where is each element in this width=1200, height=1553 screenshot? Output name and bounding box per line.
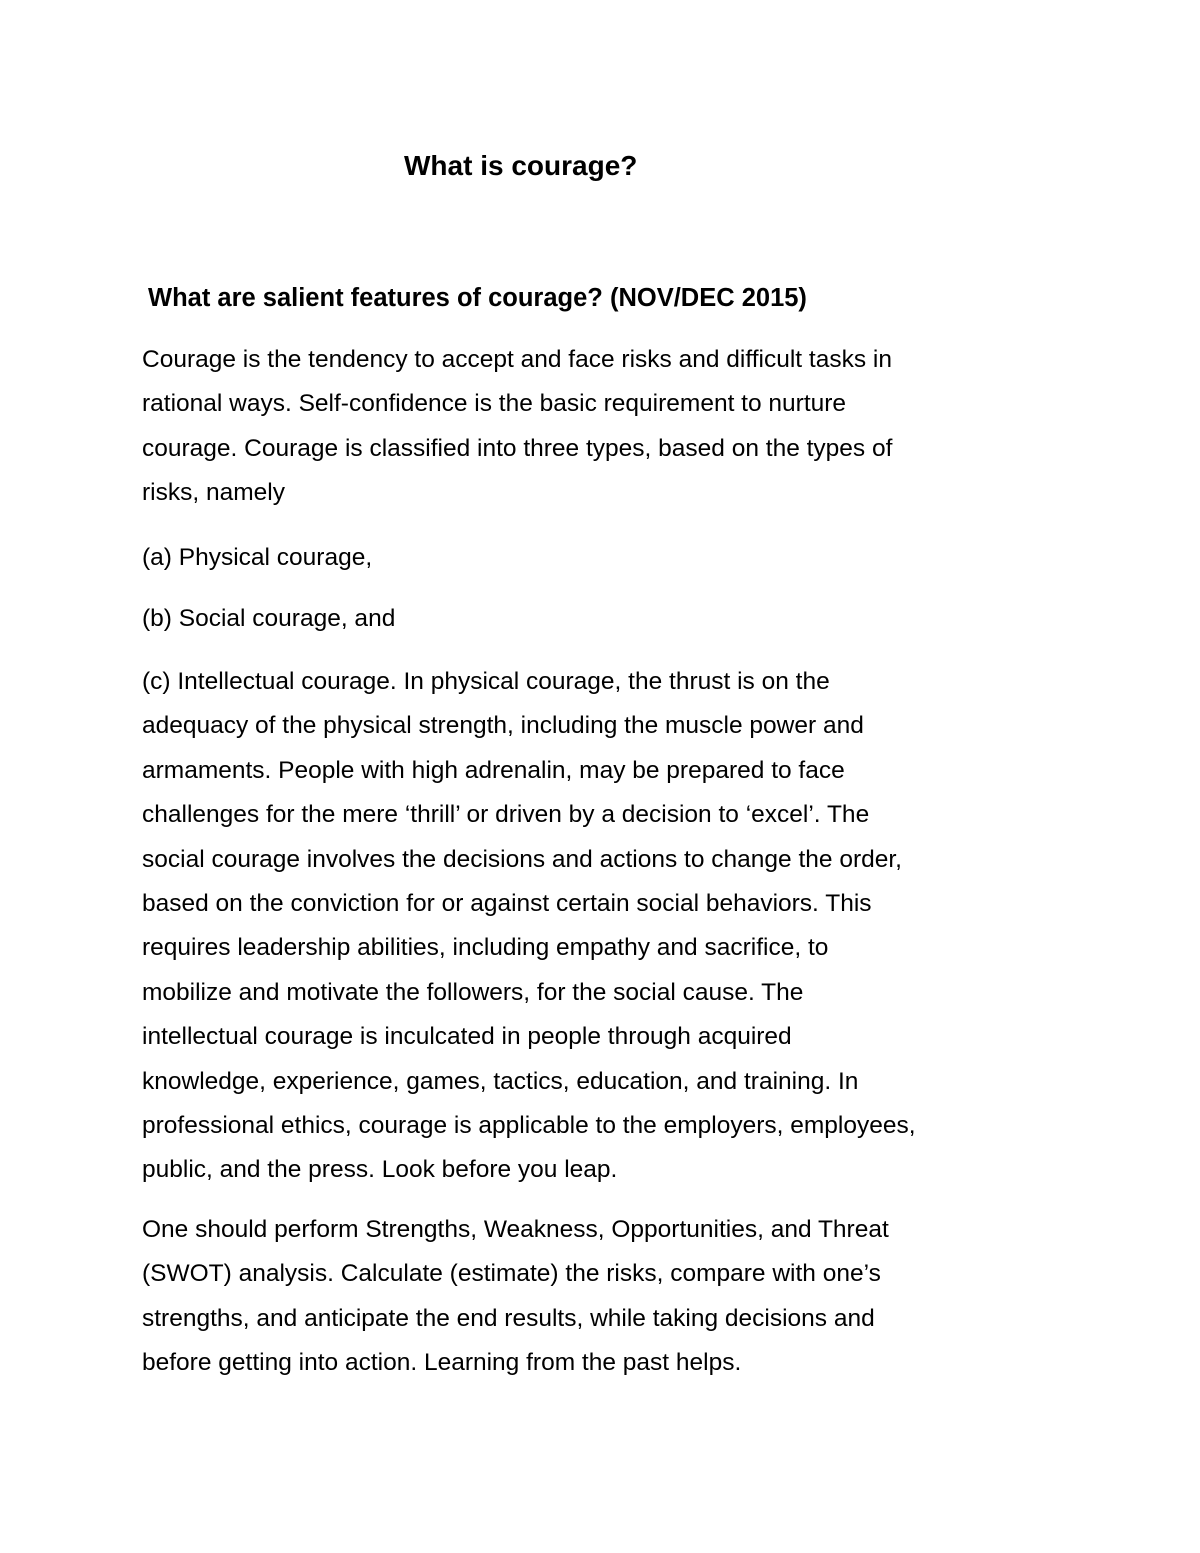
paragraph-line: (b) Social courage, and: [142, 605, 396, 632]
paragraph-line: knowledge, experience, games, tactics, education, and training. In: [142, 1067, 859, 1095]
paragraph-line: mobilize and motivate the followers, for the social cause. The: [142, 978, 804, 1006]
paragraph-line: (a) Physical courage,: [142, 544, 373, 571]
paragraph-line: risks, namely: [142, 479, 285, 507]
paragraph-line: before getting into action. Learning from the past helps.: [142, 1349, 742, 1377]
intro-paragraph: [142, 338, 1072, 516]
paragraph-line: armaments. People with high adrenalin, may be prepared to face: [142, 756, 845, 784]
paragraph-line: adequacy of the physical strength, including the muscle power and: [142, 712, 864, 740]
list-item-physical-courage: [142, 536, 1072, 580]
paragraph-line: social courage involves the decisions and actions to change the order,: [142, 845, 902, 873]
document-title: What is courage?: [404, 150, 638, 181]
paragraph-line: strengths, and anticipate the end results, while taking decisions and: [142, 1304, 875, 1332]
paragraph-line: professional ethics, courage is applicable to the employers, employees,: [142, 1112, 916, 1140]
question-heading: What are salient features of courage? (NOV/DEC 2015): [148, 284, 807, 312]
paragraph-line: public, and the press. Look before you leap.: [142, 1156, 618, 1184]
paragraph-line: requires leadership abilities, including empathy and sacrifice, to: [142, 934, 829, 962]
swot-paragraph: [142, 1208, 1072, 1386]
paragraph-line: based on the conviction for or against certain social behaviors. This: [142, 890, 872, 918]
paragraph-line: courage. Courage is classified into three types, based on the types of: [142, 434, 893, 462]
paragraph-line: (SWOT) analysis. Calculate (estimate) the risks, compare with one’s: [142, 1260, 881, 1288]
paragraph-line: (c) Intellectual courage. In physical courage, the thrust is on the: [142, 668, 830, 695]
list-item-social-courage: [142, 597, 1072, 641]
paragraph-line: Courage is the tendency to accept and face risks and difficult tasks in: [142, 346, 892, 373]
paragraph-line: intellectual courage is inculcated in people through acquired: [142, 1023, 792, 1051]
list-item-intellectual-courage: [142, 660, 1072, 1193]
paragraph-line: rational ways. Self-confidence is the basic requirement to nurture: [142, 390, 847, 418]
paragraph-line: One should perform Strengths, Weakness, Opportunities, and Threat: [142, 1216, 889, 1243]
paragraph-line: challenges for the mere ‘thrill’ or driven by a decision to ‘excel’. The: [142, 801, 870, 829]
